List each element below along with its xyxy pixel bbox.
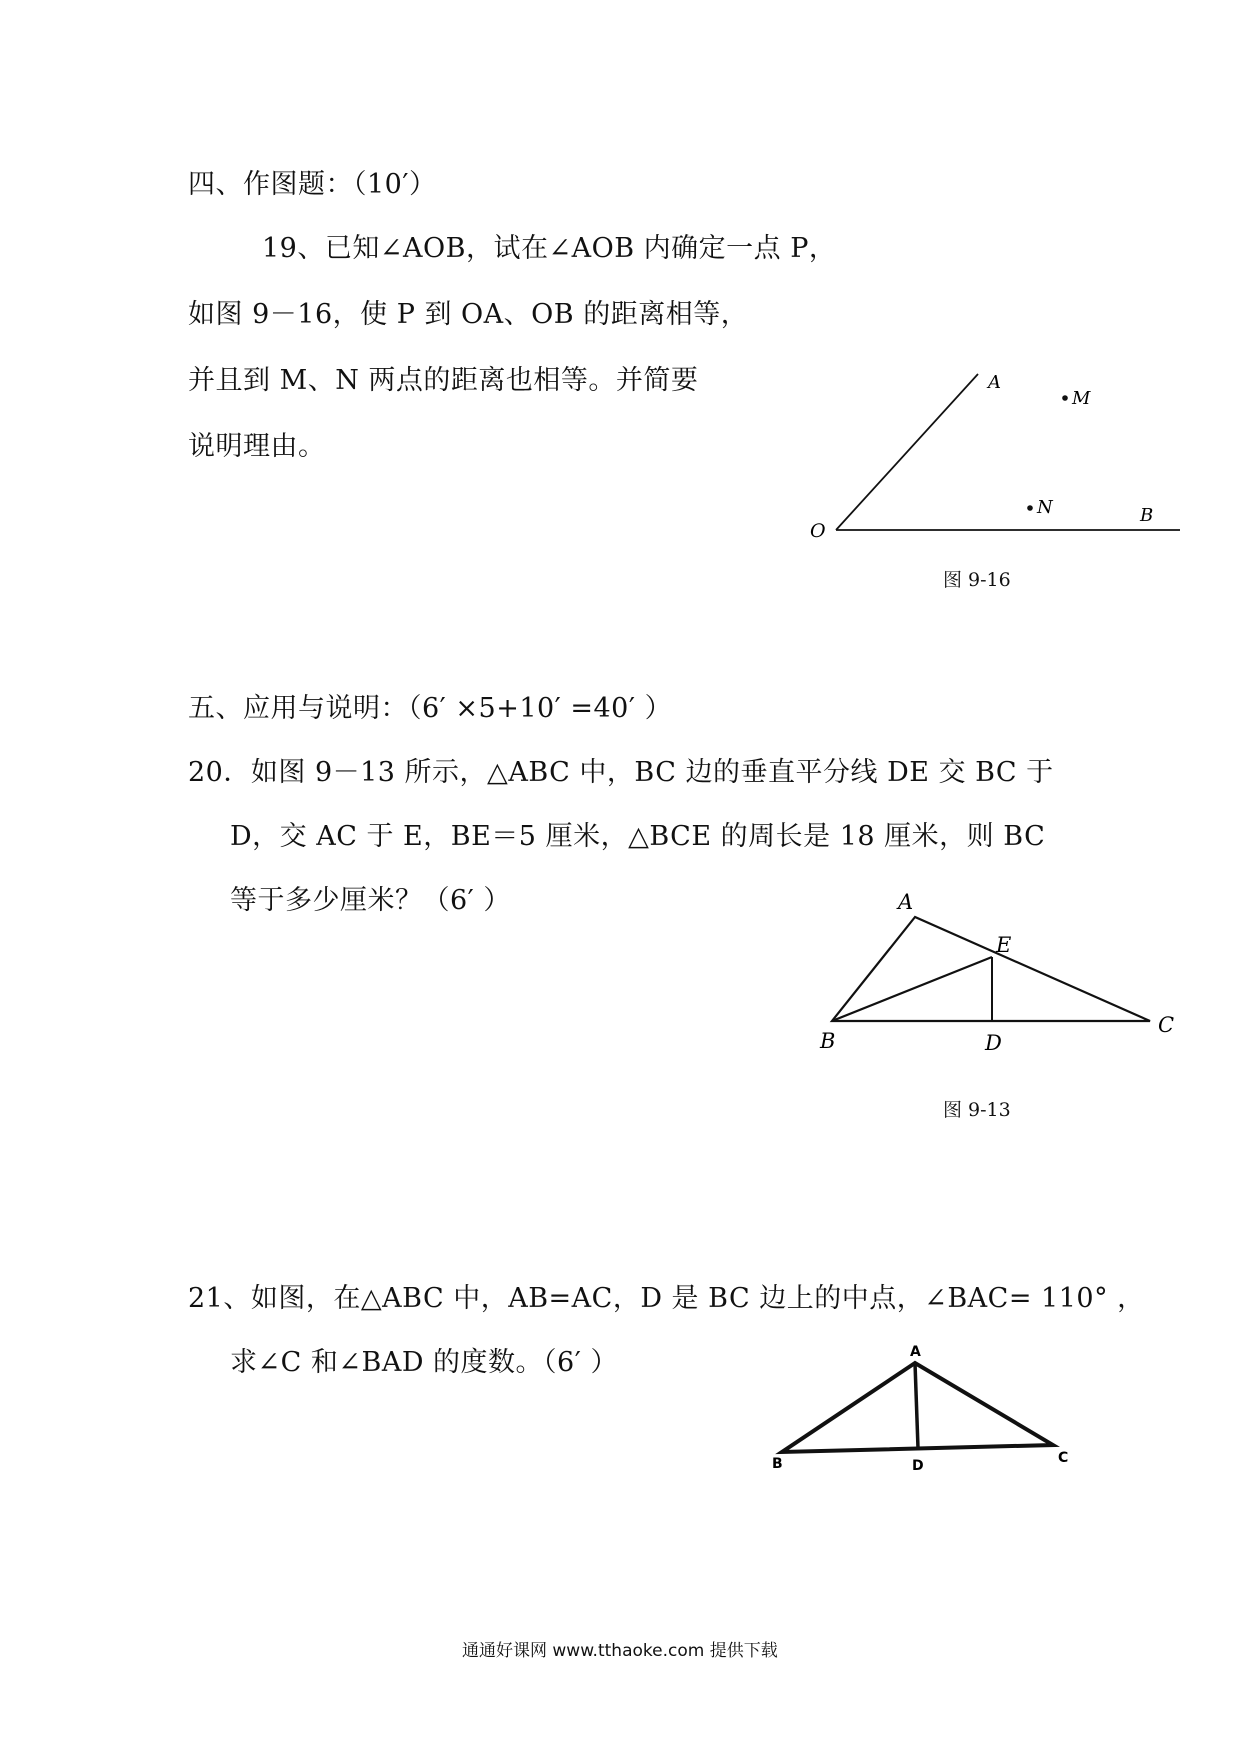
label-N: N bbox=[1037, 497, 1053, 518]
label-C: C bbox=[1158, 1013, 1175, 1037]
label-C: C bbox=[1058, 1450, 1069, 1466]
figure-9-16-caption: 图 9-16 bbox=[943, 569, 1011, 591]
ray-OA bbox=[836, 374, 978, 530]
label-D: D bbox=[985, 1031, 1002, 1055]
figure-9-13 bbox=[810, 885, 1190, 1060]
point-N bbox=[1027, 505, 1033, 511]
q19-line3: 并且到 M、N 两点的距离也相等。并简要 bbox=[188, 365, 699, 396]
label-A: A bbox=[898, 890, 914, 914]
label-M: M bbox=[1072, 388, 1091, 409]
label-B: B bbox=[772, 1456, 783, 1472]
segment-BE bbox=[832, 957, 992, 1021]
q21-line2: 求∠C 和∠BAD 的度数。（6′ ） bbox=[230, 1347, 618, 1378]
figure-q21 bbox=[760, 1340, 1080, 1480]
label-D: D bbox=[912, 1458, 924, 1474]
segment-AD bbox=[915, 1363, 918, 1448]
label-E: E bbox=[996, 933, 1012, 957]
figure-9-16 bbox=[800, 360, 1190, 540]
q21-line1: 21、如图，在△ABC 中，AB=AC，D 是 BC 边上的中点，∠BAC= 110° ， bbox=[188, 1283, 1145, 1314]
label-B: B bbox=[820, 1029, 836, 1053]
label-O: O bbox=[810, 520, 826, 540]
figure-9-13-caption: 图 9-13 bbox=[943, 1099, 1011, 1121]
q20-line2: D，交 AC 于 E，BE＝5 厘米，△BCE 的周长是 18 厘米，则 BC bbox=[230, 821, 1046, 852]
section4-heading: 四、作图题：（10′） bbox=[188, 169, 437, 200]
point-M bbox=[1062, 395, 1068, 401]
q20-line3: 等于多少厘米？（6′ ） bbox=[230, 885, 511, 916]
page-footer: 通通好课网 www.tthaoke.com 提供下载 bbox=[462, 1641, 778, 1661]
q20-line1: 20．如图 9－13 所示，△ABC 中，BC 边的垂直平分线 DE 交 BC 于 bbox=[188, 757, 1054, 788]
label-A: A bbox=[988, 372, 1001, 393]
label-A: A bbox=[910, 1344, 921, 1360]
section5-heading: 五、应用与说明：（6′ ×5+10′ =40′ ） bbox=[188, 693, 673, 724]
q19-line1: 19、已知∠AOB，试在∠AOB 内确定一点 P， bbox=[262, 233, 837, 264]
q19-line4: 说明理由。 bbox=[188, 431, 326, 462]
q19-line2: 如图 9－16，使 P 到 OA、OB 的距离相等， bbox=[188, 299, 749, 330]
label-B: B bbox=[1140, 505, 1154, 526]
